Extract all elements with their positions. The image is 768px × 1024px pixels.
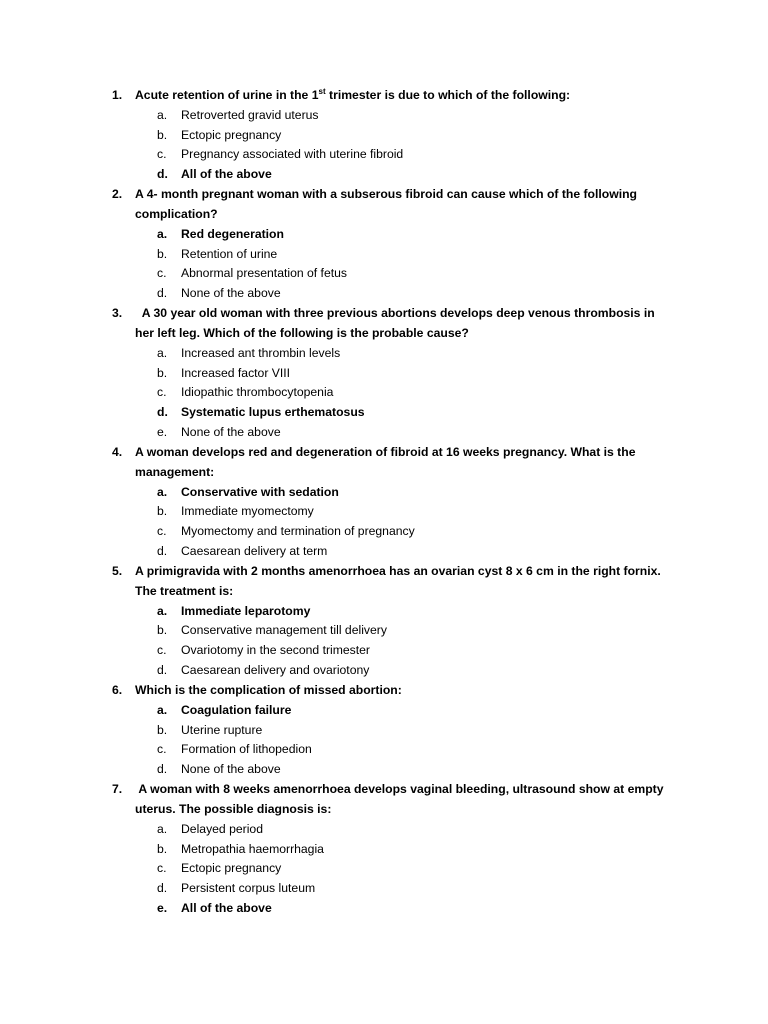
question-5 bbox=[0, 562, 768, 602]
option-7d bbox=[0, 879, 768, 899]
question-text-end: trimester is due to which of the following: bbox=[325, 88, 571, 102]
option-3c bbox=[0, 383, 768, 403]
option-letter: c. bbox=[157, 524, 167, 539]
option-letter: a. bbox=[157, 702, 168, 717]
option-2b bbox=[0, 245, 768, 265]
option-letter: a. bbox=[157, 107, 168, 122]
option-7b bbox=[0, 840, 768, 860]
option-letter: d. bbox=[157, 881, 168, 896]
option-letter: b. bbox=[157, 623, 168, 638]
option-letter: d. bbox=[157, 762, 168, 777]
option-1b bbox=[0, 126, 768, 146]
option-text: Abnormal presentation of fetus bbox=[181, 266, 347, 281]
option-text: Increased factor VIII bbox=[181, 365, 291, 380]
option-letter: a. bbox=[157, 226, 168, 241]
option-2c bbox=[0, 264, 768, 284]
option-text: Uterine rupture bbox=[181, 722, 263, 737]
option-1d bbox=[0, 165, 768, 185]
option-text: Ectopic pregnancy bbox=[181, 861, 282, 876]
option-3d bbox=[0, 403, 768, 423]
option-5a bbox=[0, 602, 768, 622]
option-text: Caesarean delivery at term bbox=[181, 544, 328, 559]
question-6 bbox=[0, 681, 768, 701]
option-1c bbox=[0, 145, 768, 165]
option-letter: e. bbox=[157, 425, 168, 440]
option-text: None of the above bbox=[181, 425, 281, 440]
question-text-start: Acute retention of urine in the 1 bbox=[135, 88, 319, 102]
question-text: A woman develops red and degeneration of fibroid at 16 weeks pregnancy. What is the management: bbox=[135, 444, 636, 479]
option-7e bbox=[0, 899, 768, 919]
option-1a bbox=[0, 106, 768, 126]
option-text: Ectopic pregnancy bbox=[181, 127, 282, 142]
option-text: Systematic lupus erthematosus bbox=[181, 405, 365, 420]
option-letter: b. bbox=[157, 841, 168, 856]
question-number: 2. bbox=[112, 187, 123, 202]
option-text: Retroverted gravid uterus bbox=[181, 107, 319, 122]
option-letter: b. bbox=[157, 246, 168, 261]
option-text: All of the above bbox=[181, 901, 272, 916]
option-letter: d. bbox=[157, 167, 168, 182]
option-6d bbox=[0, 760, 768, 780]
option-letter: b. bbox=[157, 127, 168, 142]
option-3b bbox=[0, 364, 768, 384]
option-text: Retention of urine bbox=[181, 246, 278, 261]
question-document bbox=[0, 86, 768, 919]
option-4b bbox=[0, 502, 768, 522]
question-3 bbox=[0, 304, 768, 344]
option-text: All of the above bbox=[181, 167, 272, 182]
question-7 bbox=[0, 780, 768, 820]
option-text: Myomectomy and termination of pregnancy bbox=[181, 524, 415, 539]
option-2d bbox=[0, 284, 768, 304]
option-text: Conservative management till delivery bbox=[181, 623, 387, 638]
option-text: Idiopathic thrombocytopenia bbox=[181, 385, 334, 400]
option-letter: a. bbox=[157, 345, 168, 360]
option-letter: d. bbox=[157, 663, 168, 678]
question-1 bbox=[0, 86, 768, 106]
option-2a bbox=[0, 225, 768, 245]
option-4c bbox=[0, 522, 768, 542]
option-text: None of the above bbox=[181, 286, 281, 301]
option-letter: a. bbox=[157, 821, 168, 836]
option-letter: e. bbox=[157, 901, 168, 916]
question-number: 5. bbox=[112, 563, 123, 578]
question-number: 1. bbox=[112, 88, 123, 102]
option-6b bbox=[0, 721, 768, 741]
option-letter: d. bbox=[157, 544, 168, 559]
option-4d bbox=[0, 542, 768, 562]
question-number: 6. bbox=[112, 682, 123, 697]
option-text: Persistent corpus luteum bbox=[181, 881, 316, 896]
option-3a bbox=[0, 344, 768, 364]
option-text: Formation of lithopedion bbox=[181, 742, 312, 757]
option-text: Metropathia haemorrhagia bbox=[181, 841, 324, 856]
question-text: A 4- month pregnant woman with a subserous fibroid can cause which of the following complication? bbox=[135, 187, 637, 221]
option-text: Pregnancy associated with uterine fibroid bbox=[181, 147, 404, 162]
option-7c bbox=[0, 859, 768, 879]
question-text: A woman with 8 weeks amenorrhoea develops vaginal bleeding, ultrasound show at empty uterus. The possible diagnosis is: bbox=[135, 782, 667, 816]
option-letter: c. bbox=[157, 861, 167, 876]
question-text bbox=[135, 88, 570, 102]
option-text: Delayed period bbox=[181, 821, 263, 836]
option-6c bbox=[0, 740, 768, 760]
option-letter: a. bbox=[157, 603, 168, 618]
option-letter: b. bbox=[157, 365, 168, 380]
option-text: Immediate myomectomy bbox=[181, 504, 314, 519]
question-2 bbox=[0, 185, 768, 225]
option-text: Red degeneration bbox=[181, 226, 284, 241]
option-letter: d. bbox=[157, 286, 168, 301]
option-letter: b. bbox=[157, 722, 168, 737]
option-letter: c. bbox=[157, 742, 167, 757]
option-4a bbox=[0, 483, 768, 503]
option-7a bbox=[0, 820, 768, 840]
option-text: Caesarean delivery and ovariotony bbox=[181, 663, 370, 678]
option-6a bbox=[0, 701, 768, 721]
question-number: 3. bbox=[112, 306, 123, 321]
option-letter: c. bbox=[157, 385, 167, 400]
option-letter: d. bbox=[157, 405, 168, 420]
option-text: Immediate leparotomy bbox=[181, 603, 311, 618]
option-text: Ovariotomy in the second trimester bbox=[181, 643, 370, 658]
option-letter: a. bbox=[157, 484, 168, 499]
question-text: Which is the complication of missed abortion: bbox=[135, 682, 402, 697]
ordinal-superscript: st bbox=[318, 86, 326, 96]
question-number: 7. bbox=[112, 782, 123, 797]
option-letter: c. bbox=[157, 266, 167, 281]
option-3e bbox=[0, 423, 768, 443]
option-letter: c. bbox=[157, 147, 167, 162]
question-number: 4. bbox=[112, 444, 123, 459]
question-text: A primigravida with 2 months amenorrhoea has an ovarian cyst 8 x 6 cm in the right fornix. The treatment is: bbox=[135, 563, 661, 598]
option-5b bbox=[0, 621, 768, 641]
option-5c bbox=[0, 641, 768, 661]
option-text: None of the above bbox=[181, 762, 281, 777]
option-letter: c. bbox=[157, 643, 167, 658]
option-letter: b. bbox=[157, 504, 168, 519]
question-4 bbox=[0, 443, 768, 483]
option-5d bbox=[0, 661, 768, 681]
option-text: Coagulation failure bbox=[181, 702, 292, 717]
option-text: Conservative with sedation bbox=[181, 484, 339, 499]
option-text: Increased ant thrombin levels bbox=[181, 345, 341, 360]
question-text: A 30 year old woman with three previous abortions develops deep venous thrombosis in her left leg. Which of the following is the probable cause? bbox=[135, 306, 659, 340]
